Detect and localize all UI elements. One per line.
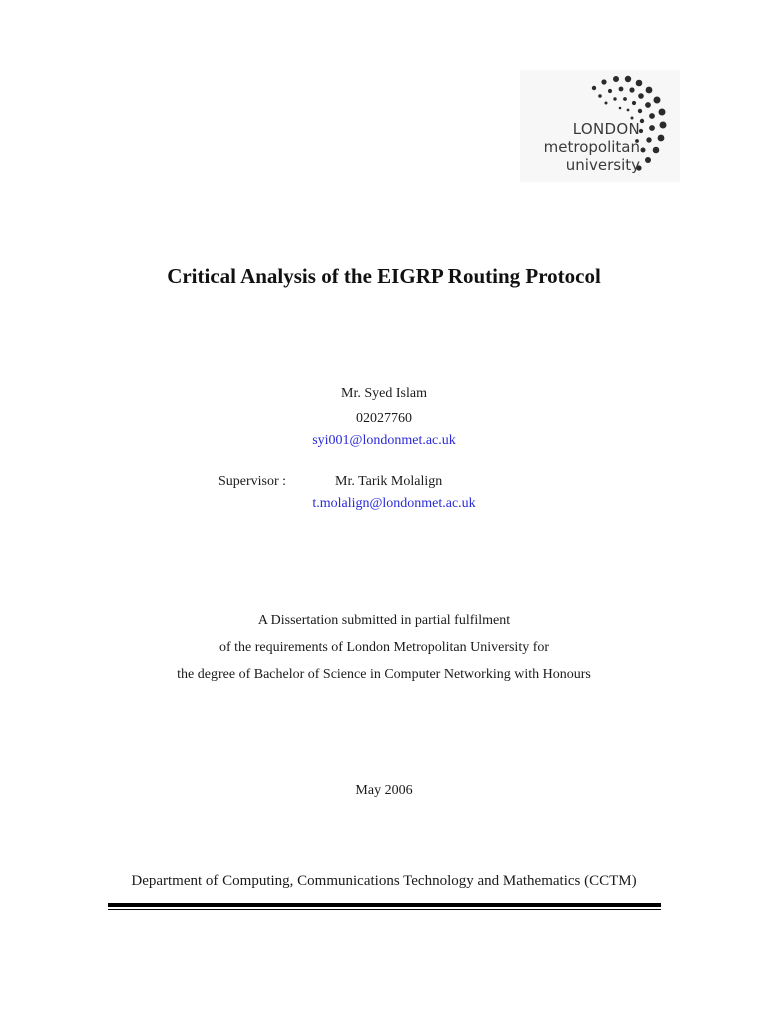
supervisor-email-link[interactable]: t.molalign@londonmet.ac.uk <box>312 496 476 511</box>
submission-date: May 2006 <box>355 783 413 798</box>
logo-text-university: university <box>565 156 640 174</box>
author-email-link[interactable]: syi001@londonmet.ac.uk <box>312 433 456 448</box>
statement-line-1: A Dissertation submitted in partial fulfilment <box>257 613 511 628</box>
footer-rule-thick <box>108 903 661 907</box>
department-name: Department of Computing, Communications Technology and Mathematics (CCTM) <box>131 873 637 889</box>
logo-text-metropolitan: metropolitan <box>543 138 640 156</box>
statement-line-2: of the requirements of London Metropolitan University for <box>218 640 550 655</box>
document-title: Critical Analysis of the EIGRP Routing Protocol <box>167 264 601 288</box>
student-id: 02027760 <box>356 411 412 426</box>
supervisor-label: Supervisor : <box>218 474 287 489</box>
footer-rule-thin <box>108 909 661 910</box>
university-logo <box>520 70 680 182</box>
statement-line-3: the degree of Bachelor of Science in Computer Networking with Honours <box>177 667 591 682</box>
author-name: Mr. Syed Islam <box>341 386 427 401</box>
logo-text-london: LONDON <box>572 120 640 138</box>
supervisor-name: Mr. Tarik Molalign <box>335 474 443 489</box>
